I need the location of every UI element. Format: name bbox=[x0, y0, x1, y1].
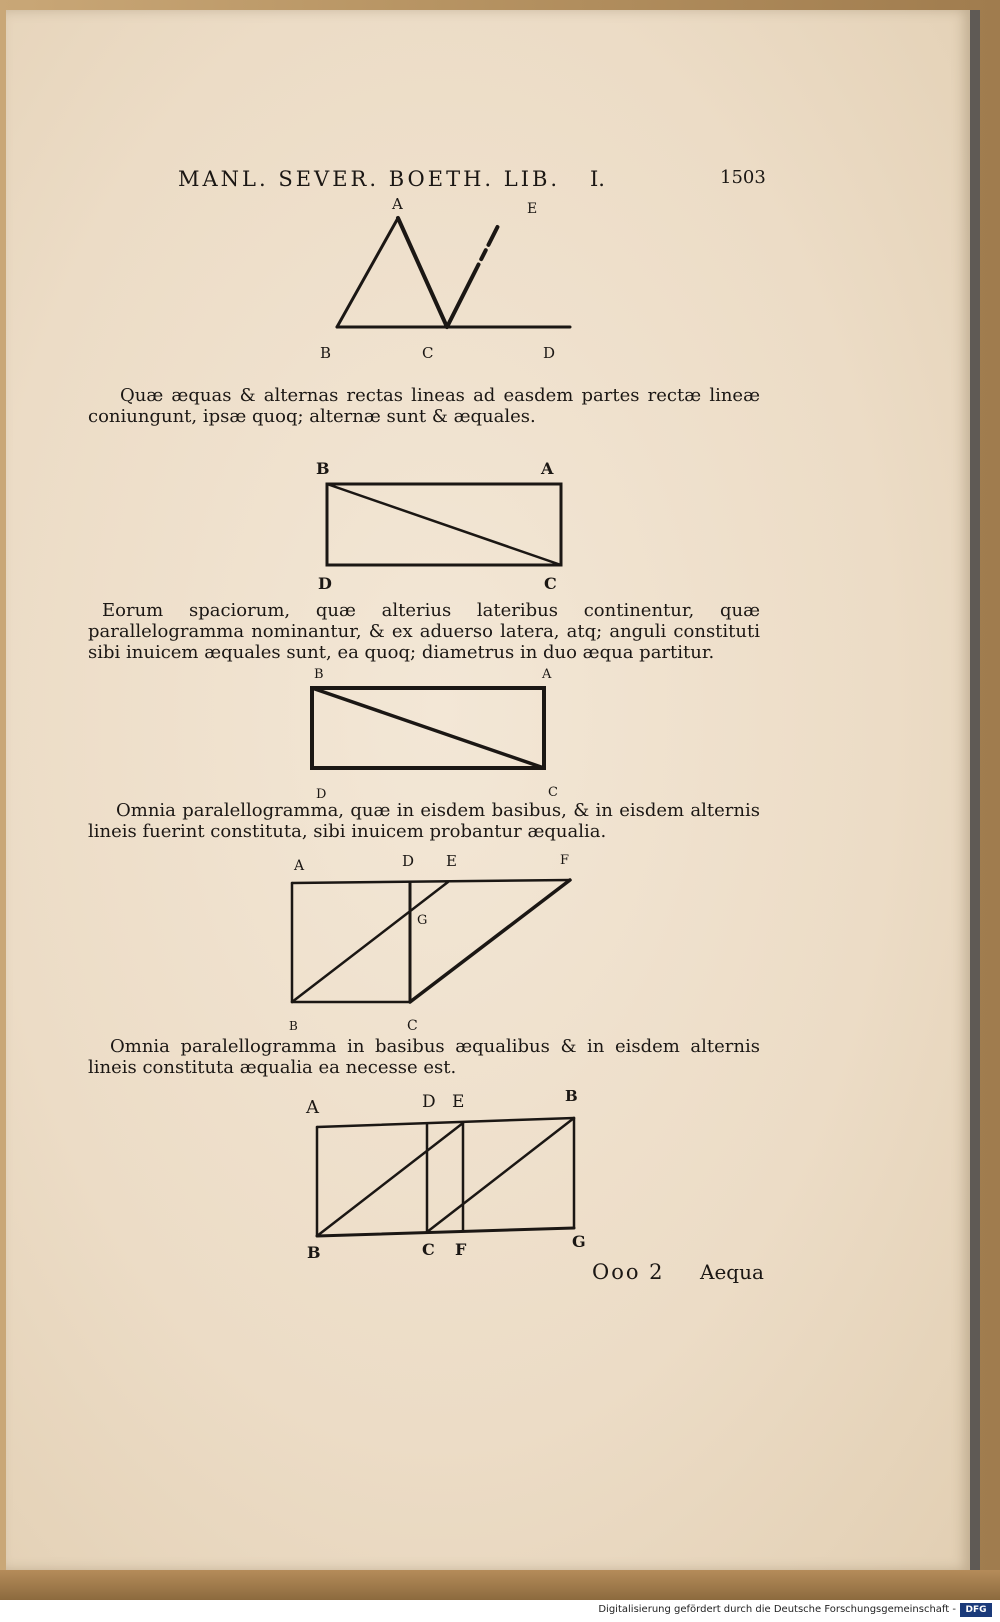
fig5-line-BE bbox=[317, 1123, 463, 1236]
fig3-diagonal-BC bbox=[312, 688, 544, 768]
fig1-line-BA bbox=[337, 218, 398, 327]
proposition-paragraph-3: Omnia paralellogramma, quæ in eisdem basibus, & in eisdem alternis lineis fuerint constituta, sibi inuicem probantur æqualia. bbox=[88, 800, 760, 842]
digitization-credit: Digitalisierung gefördert durch die Deutsche Forschungsgemeinschaft - bbox=[598, 1604, 956, 1615]
fig4-label-A: A bbox=[294, 858, 305, 874]
fig4-label-B: B bbox=[289, 1019, 298, 1033]
fig4-label-D: D bbox=[402, 852, 415, 870]
fig2-diagonal-BC bbox=[327, 484, 561, 565]
fig5-label-A: A bbox=[306, 1097, 319, 1118]
fig3-label-B: B bbox=[314, 667, 324, 682]
fig5-label-E: E bbox=[452, 1092, 465, 1112]
fig1-line-CE bbox=[447, 218, 502, 327]
figure-3-parallelogram bbox=[312, 667, 558, 802]
fig1-label-E: E bbox=[527, 201, 538, 217]
fig2-label-A: A bbox=[541, 459, 554, 478]
catchword: Aequa bbox=[700, 1260, 764, 1284]
dfg-logo: DFG bbox=[960, 1603, 992, 1617]
fig2-label-D: D bbox=[318, 574, 332, 593]
fig2-label-C: C bbox=[544, 574, 557, 593]
fig5-top-line bbox=[317, 1118, 574, 1127]
fig1-label-A: A bbox=[392, 195, 403, 213]
fig5-base-line bbox=[317, 1228, 574, 1236]
fig5-label-B-top: B bbox=[565, 1087, 578, 1105]
fig1-label-D: D bbox=[543, 344, 556, 362]
proposition-paragraph-1: Quæ æquas & alternas rectas lineas ad easdem partes rectæ lineæ coniungunt, ipsæ quoq; alternæ sunt & æquales. bbox=[88, 385, 760, 427]
fig5-label-C: C bbox=[422, 1240, 435, 1259]
fig4-label-F: F bbox=[560, 853, 570, 868]
fig3-label-D: D bbox=[316, 787, 327, 802]
page-number: 1503 bbox=[720, 167, 766, 188]
signature-mark: Ooo 2 bbox=[592, 1260, 665, 1284]
fig5-label-B: B bbox=[307, 1243, 321, 1262]
fig1-label-B: B bbox=[320, 344, 332, 362]
fig4-top-line bbox=[292, 880, 570, 883]
fig3-label-C: C bbox=[548, 785, 558, 800]
running-title: MANL. SEVER. BOETH. LIB. bbox=[178, 167, 561, 191]
fig2-label-B: B bbox=[316, 459, 330, 478]
fig1-label-C: C bbox=[422, 344, 434, 362]
fig5-label-F: F bbox=[455, 1240, 467, 1259]
fig4-label-G: G bbox=[417, 913, 428, 928]
figure-2-parallelogram bbox=[316, 459, 561, 593]
fig4-line-BE bbox=[292, 882, 448, 1002]
fig5-label-D: D bbox=[422, 1092, 436, 1112]
fig4-label-C: C bbox=[407, 1018, 418, 1034]
fig4-label-E: E bbox=[446, 852, 457, 870]
proposition-paragraph-4: Omnia paralellogramma in basibus æqualibus & in eisdem alternis lineis constituta æqualia ea necesse est. bbox=[88, 1036, 760, 1078]
figure-1-triangle bbox=[320, 195, 570, 362]
book-number: I. bbox=[590, 167, 605, 191]
fig1-line-AC bbox=[398, 218, 447, 327]
fig3-label-A: A bbox=[542, 667, 552, 682]
figure-5-parallelograms bbox=[305, 1087, 586, 1262]
figure-4-parallelograms bbox=[289, 852, 570, 1034]
fig5-label-G: G bbox=[572, 1232, 586, 1251]
proposition-paragraph-2: Eorum spaciorum, quæ alterius lateribus continentur, quæ parallelogramma nominantur, & ex aduerso latera, atq; anguli constituti sibi inuicem æquales sunt, ea quoq; diametrus in duo æqua partitur. bbox=[88, 600, 760, 663]
fig4-line-CF bbox=[410, 880, 570, 1002]
